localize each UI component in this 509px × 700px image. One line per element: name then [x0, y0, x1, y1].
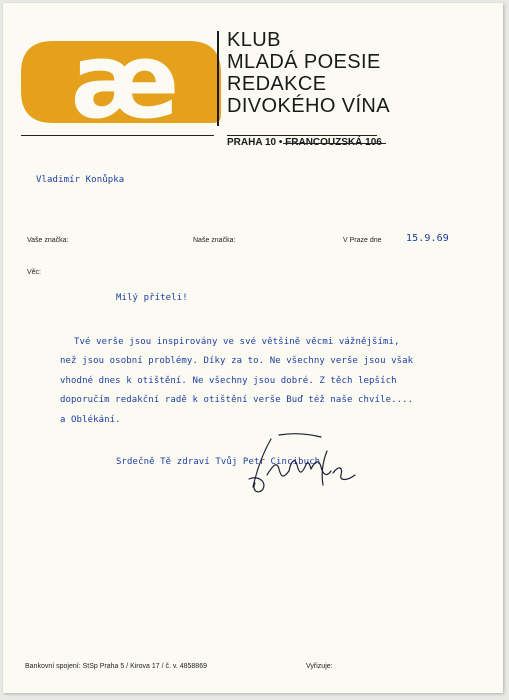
body-line-1: Tvé verše jsou inspirovány ve své většině věcmi vážnějšími, — [74, 337, 400, 347]
address-city: PRAHA 10 — [227, 137, 277, 148]
body-line-5: a Oblékání. — [60, 415, 121, 425]
our-ref-label: Naše značka: — [193, 237, 236, 244]
letterhead-line-1: KLUB — [227, 29, 281, 51]
closing-line: Srdečně Tě zdraví Tvůj Petr Cincibuch — [116, 457, 321, 467]
bank-info: Bankovní spojení: StSp Praha 5 / Kirova 17 / č. v. 4858869 — [25, 663, 207, 670]
subject-label: Věc: — [27, 269, 42, 276]
address-rule — [227, 135, 377, 136]
body-line-4: doporučím redakční radě k otištění verše Buď též naše chvíle.... — [60, 395, 414, 405]
handwritten-signature — [243, 431, 373, 496]
handled-by-label: Vyřizuje: — [306, 663, 333, 670]
your-ref-label: Vaše značka: — [27, 237, 69, 244]
letterhead-line-3: REDAKCE — [227, 73, 327, 95]
salutation: Milý příteli! — [116, 293, 188, 303]
recipient-name: Vladimír Konůpka — [36, 175, 125, 185]
letterhead-line-4: DIVOKÉHO VÍNA — [227, 95, 391, 117]
letterhead-line-2: MLADÁ POESIE — [227, 51, 381, 73]
address-street: FRANCOUZSKÁ 106 — [285, 137, 382, 148]
letterhead-divider — [217, 31, 219, 126]
letter-sheet — [3, 3, 503, 693]
logo-mark: æ — [70, 33, 180, 123]
place-date-label: V Praze dne — [343, 237, 382, 244]
body-line-2: než jsou osobní problémy. Díky za to. Ne všechny verše jsou však — [60, 356, 414, 366]
letterhead-address — [227, 137, 382, 148]
letter-date: 15.9.69 — [406, 233, 449, 244]
klub-logo — [21, 33, 221, 123]
body-line-3: vhodné dnes k otištění. Ne všechny jsou dobré. Z těch lepších — [60, 376, 397, 386]
address-bullet: • — [278, 137, 286, 148]
letterhead-rule — [21, 135, 214, 136]
